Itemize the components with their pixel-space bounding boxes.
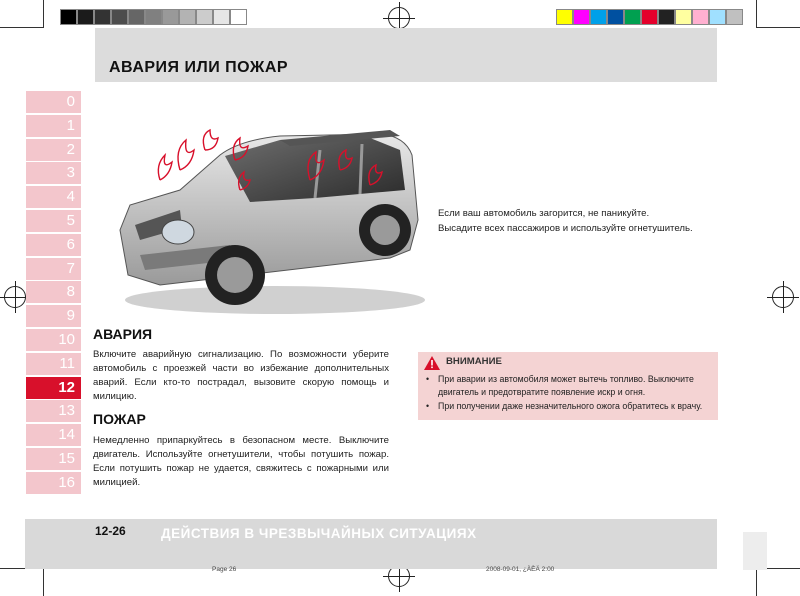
- chapter-tab-2[interactable]: 2: [26, 139, 81, 161]
- warning-item: [426, 400, 714, 413]
- color-swatch: [145, 9, 162, 25]
- color-swatch: [60, 9, 77, 25]
- crop-mark: [43, 0, 44, 28]
- color-swatch: [675, 9, 692, 25]
- color-swatch: [77, 9, 94, 25]
- chapter-tab-10[interactable]: 10: [26, 329, 81, 351]
- chapter-tab-16[interactable]: 16: [26, 472, 81, 494]
- color-swatch: [692, 9, 709, 25]
- warning-box: [418, 352, 718, 420]
- chapter-tab-1[interactable]: 1: [26, 115, 81, 137]
- bullet: •: [426, 374, 430, 384]
- color-swatch: [658, 9, 675, 25]
- chapter-tab-0[interactable]: 0: [26, 91, 81, 113]
- accident-heading: АВАРИЯ: [93, 326, 153, 342]
- chapter-tab-9[interactable]: 9: [26, 305, 81, 327]
- page-footer: [25, 519, 717, 569]
- color-swatch: [230, 9, 247, 25]
- chapter-tab-12[interactable]: 12: [26, 377, 81, 399]
- registration-mark-top: [388, 7, 410, 29]
- grayscale-calibration-bar: [60, 9, 247, 25]
- warning-triangle-icon: [424, 356, 440, 370]
- section-title: ДЕЙСТВИЯ В ЧРЕЗВЫЧАЙНЫХ СИТУАЦИЯХ: [161, 526, 477, 541]
- color-swatch: [213, 9, 230, 25]
- chapter-tab-6[interactable]: 6: [26, 234, 81, 256]
- color-swatch: [94, 9, 111, 25]
- bullet: •: [426, 401, 430, 411]
- color-calibration-bar: [556, 9, 743, 25]
- crop-mark: [43, 568, 44, 596]
- registration-mark-right: [772, 286, 794, 308]
- page-title: АВАРИЯ ИЛИ ПОЖАР: [109, 59, 289, 76]
- illustration-caption: [438, 206, 693, 236]
- car-on-fire-illustration: [100, 110, 430, 320]
- caption-line: Если ваш автомобиль загорится, не паникуйте.: [438, 208, 650, 219]
- color-swatch: [573, 9, 590, 25]
- chapter-tab-13[interactable]: 13: [26, 400, 81, 422]
- chapter-tab-11[interactable]: 11: [26, 353, 81, 375]
- color-swatch: [162, 9, 179, 25]
- chapter-tab-4[interactable]: 4: [26, 186, 81, 208]
- chapter-tab-15[interactable]: 15: [26, 448, 81, 470]
- color-swatch: [196, 9, 213, 25]
- page-number: 12-26: [95, 524, 126, 538]
- color-swatch: [624, 9, 641, 25]
- color-swatch: [128, 9, 145, 25]
- chapter-tab-5[interactable]: 5: [26, 210, 81, 232]
- color-swatch: [111, 9, 128, 25]
- warning-item-text: При получении даже незначительного ожога обратитесь к врачу.: [438, 401, 703, 411]
- fire-text: Немедленно припаркуйтесь в безопасном месте. Выключите двигатель. Используйте огнетушители, чтобы потушить пожар. Если потушить пожар не удается, свяжитесь с пожарными или милицией.: [93, 435, 389, 488]
- caption-line: Высадите всех пассажиров и используйте огнетушитель.: [438, 223, 693, 234]
- color-swatch: [607, 9, 624, 25]
- page-header: [95, 28, 717, 82]
- warning-item: [426, 373, 714, 398]
- print-timestamp: 2008-09-01, ¿ÀÈÄ 2:00: [486, 566, 555, 573]
- color-swatch: [641, 9, 658, 25]
- color-swatch: [556, 9, 573, 25]
- chapter-tab-7[interactable]: 7: [26, 258, 81, 280]
- chapter-tab-8[interactable]: 8: [26, 281, 81, 303]
- color-swatch: [590, 9, 607, 25]
- fire-heading: ПОЖАР: [93, 411, 146, 427]
- accident-text: Включите аварийную сигнализацию. По возможности уберите автомобиль с проезжей части во избежание дополнительных аварий. Если кто-то пострадал, вызовите скорую помощь и милицию.: [93, 349, 389, 402]
- print-page-label: Page 26: [212, 566, 237, 573]
- color-swatch: [179, 9, 196, 25]
- crop-mark: [756, 0, 757, 28]
- color-swatch: [726, 9, 743, 25]
- warning-item-text: При аварии из автомобиля может вытечь топливо. Выключите двигатель и предотвратите появление искр и огня.: [438, 374, 694, 397]
- color-swatch: [709, 9, 726, 25]
- crop-mark: [0, 27, 44, 28]
- warning-title: ВНИМАНИЕ: [446, 356, 502, 367]
- chapter-tab-14[interactable]: 14: [26, 424, 81, 446]
- registration-mark-left: [4, 286, 26, 308]
- crop-mark: [756, 568, 757, 596]
- chapter-tab-3[interactable]: 3: [26, 162, 81, 184]
- crop-mark: [756, 27, 800, 28]
- decorative-square: [743, 532, 767, 570]
